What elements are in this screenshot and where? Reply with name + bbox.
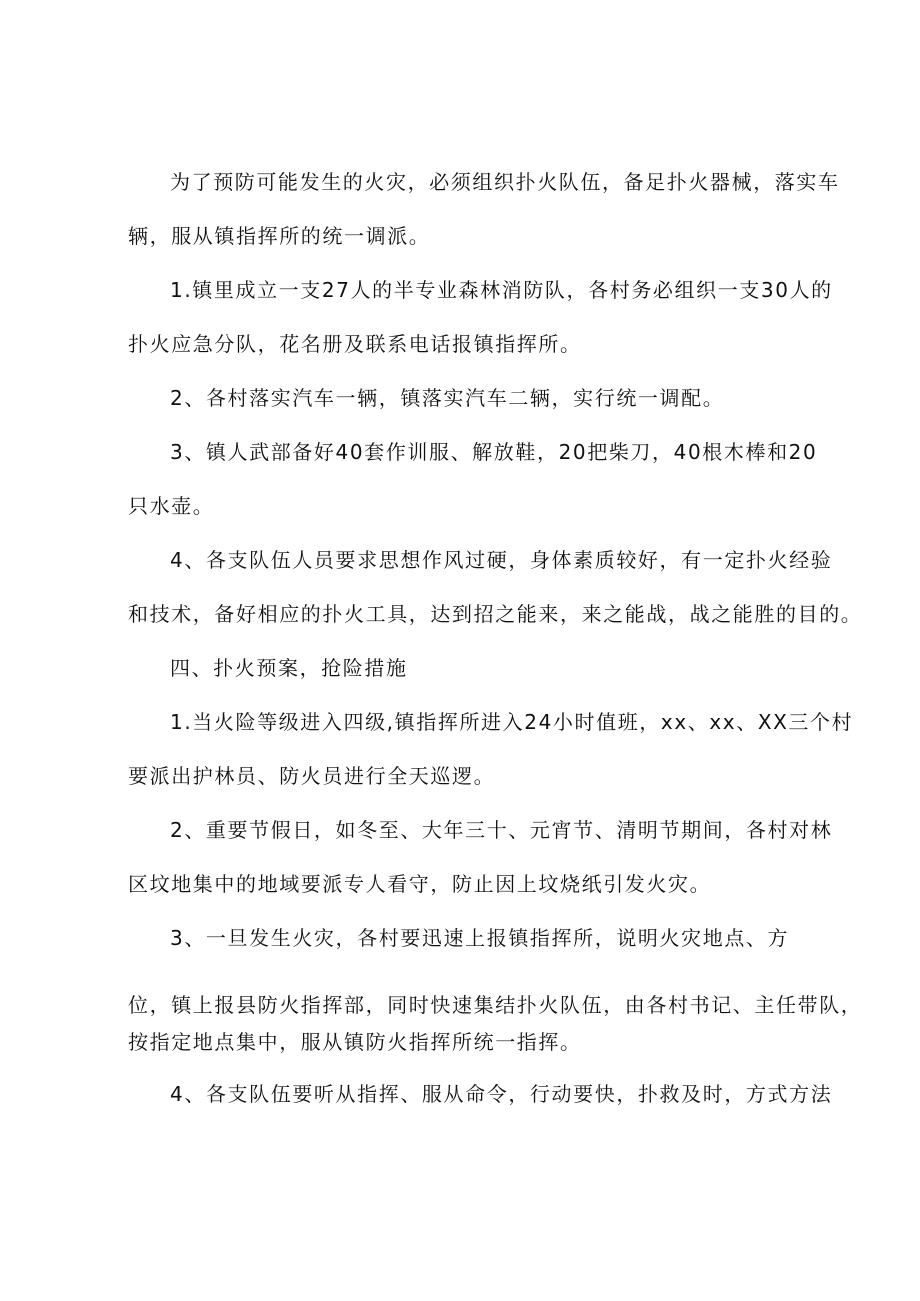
paragraph-line: 和技术，备好相应的扑火工具，达到招之能来，来之能战，战之能胜的目的。	[128, 602, 863, 626]
paragraph-line: 辆，服从镇指挥所的统一调派。	[128, 224, 431, 248]
paragraph-line: 1.镇里成立一支27人的半专业森林消防队，各村务必组织一支30人的	[170, 278, 833, 302]
paragraph-line: 只水壶。	[128, 494, 215, 518]
paragraph-line: 为了预防可能发生的火灾，必须组织扑火队伍，备足扑火器械，落实车	[170, 170, 840, 194]
paragraph-line: 4、各支队伍人员要求思想作风过硬，身体素质较好，有一定扑火经验	[170, 548, 833, 572]
paragraph-line: 2、各村落实汽车一辆，镇落实汽车二辆，实行统一调配。	[170, 386, 725, 410]
paragraph-line: 2、重要节假日，如冬至、大年三十、元宵节、清明节期间，各村对林	[170, 818, 833, 842]
paragraph-line: 3、镇人武部备好40套作训服、解放鞋，20把柴刀，40根木棒和20	[170, 440, 818, 464]
paragraph-line: 4、各支队伍要听从指挥、服从命令，行动要快，扑救及时，方式方法	[170, 1082, 833, 1106]
paragraph-line: 1.当火险等级进入四级,镇指挥所进入24小时值班，xx、xx、XX三个村	[170, 710, 854, 734]
paragraph-line: 区坟地集中的地域要派专人看守，防止因上坟烧纸引发火灾。	[128, 872, 712, 896]
paragraph-line: 按指定地点集中，服从镇防火指挥所统一指挥。	[128, 1030, 582, 1054]
paragraph-line: 扑火应急分队，花名册及联系电话报镇指挥所。	[128, 332, 582, 356]
section-heading: 四、扑火预案，抢险措施	[170, 656, 408, 680]
paragraph-line: 位，镇上报县防火指挥部，同时快速集结扑火队伍，由各村书记、主任带队，	[128, 993, 863, 1017]
paragraph-line: 3、一旦发生火灾，各村要迅速上报镇指挥所，说明火灾地点、方	[170, 926, 790, 950]
paragraph-line: 要派出护林员、防火员进行全天巡逻。	[128, 764, 496, 788]
